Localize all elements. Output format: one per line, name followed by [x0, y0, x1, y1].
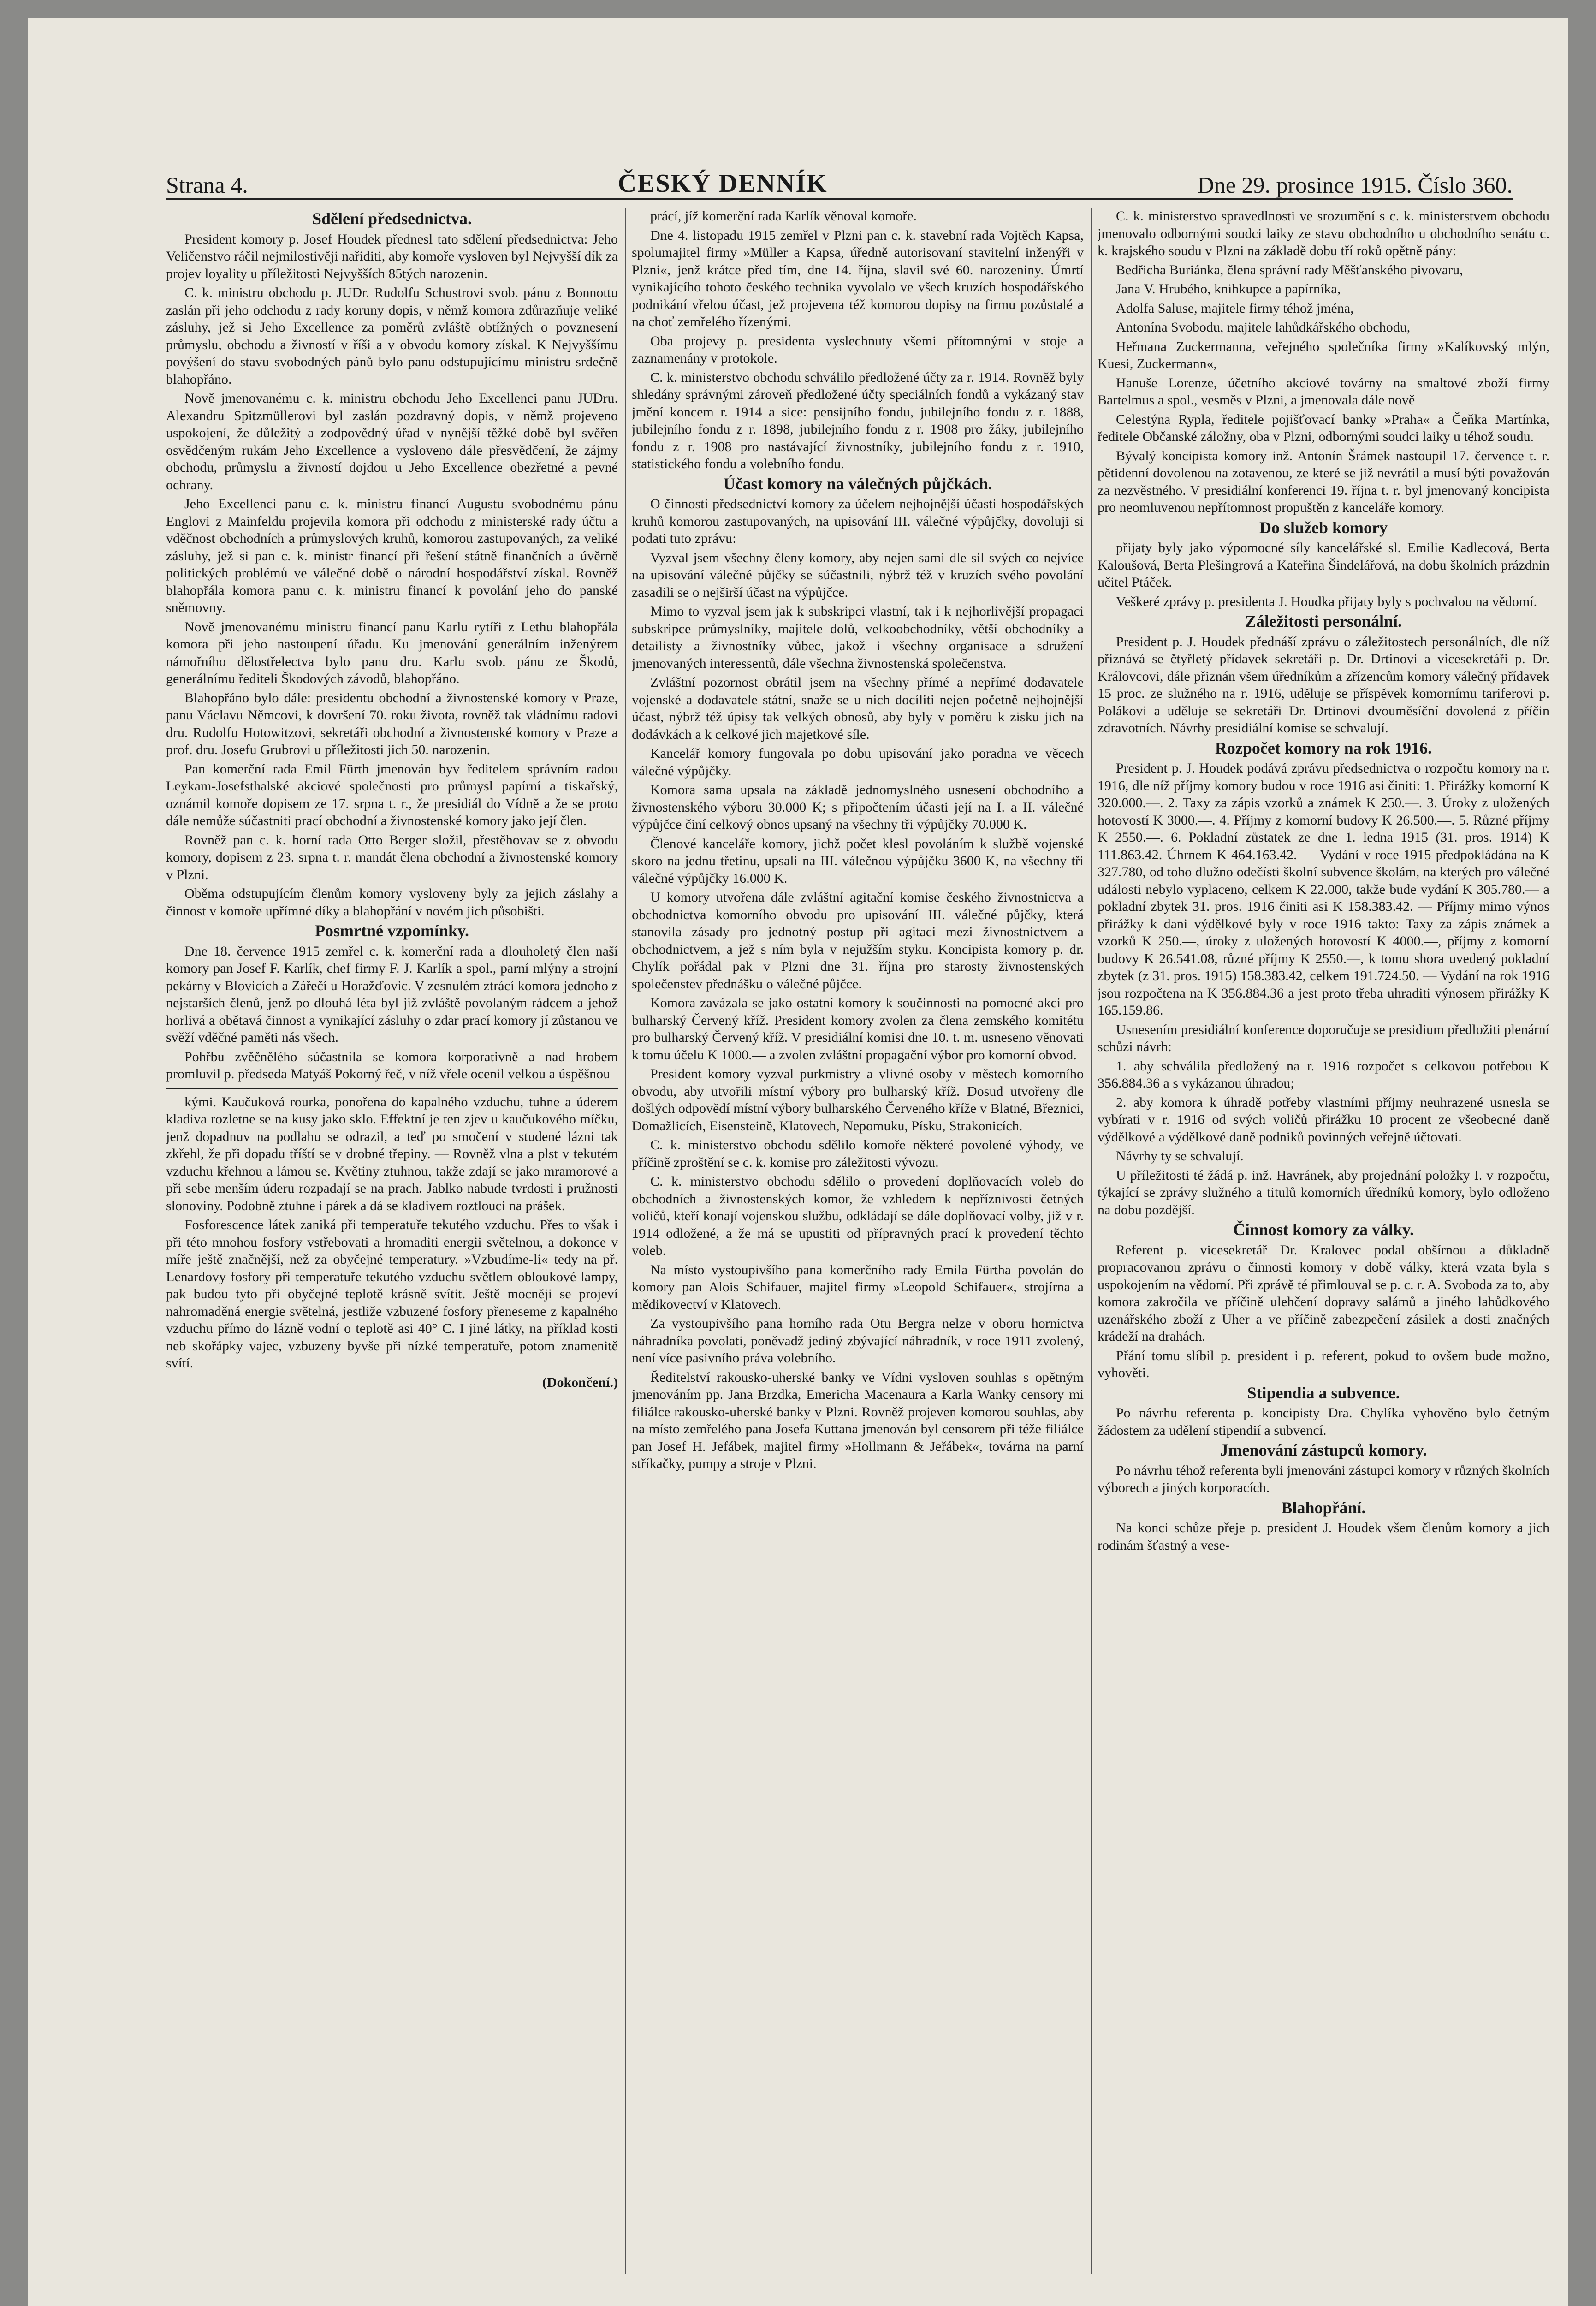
paragraph: Návrhy ty se schvalují. — [1116, 1148, 1244, 1164]
paragraph: Referent p. vicesekretář Dr. Kralovec podal obšírnou a důkladně propracovanou zprávu o činnosti komory v době války, která vzata byla s uspokojením na vědomí. Při zprávě té přimlouval se p. c. r. A. Svoboda za to, aby komora zakročila ve příčině ulehčení dopravy salámů a jiného lahůdkového uzenářského zboží z Uher a ve příčině zabezpečení zásilek a dosti značných krádeží na drahách. — [1098, 1242, 1549, 1344]
page-header — [166, 157, 1513, 200]
section-heading: Činnost komory za války. — [1233, 1220, 1414, 1239]
column-divider — [625, 208, 626, 2274]
paragraph: Nově jmenovanému ministru financí panu Karlu rytíři z Lethu blahopřála komora při jeho nastoupení úřadu. Ku jmenování generálním inženýrem námořního dělostřelectva bylo panu dru. Karlu svob. pánu ze Škodů, generálnímu řediteli Škodových závodů, blahopřáno. — [166, 619, 618, 686]
paragraph: Komora sama upsala na základě jednomyslného usnesení obchodního a živnostenského výboru 30.000 K; s připočtením účasti její na I. a II. válečné výpůjčce činí celkový obnos upsaný na všechny tři výpůjčky 70.000 K. — [632, 782, 1084, 832]
newspaper-title: ČESKÝ DENNÍK — [617, 169, 828, 198]
paragraph: Celestýna Rypla, ředitele pojišťovací banky »Praha« a Čeňka Martínka, ředitele Občanské záložny, oba v Plzni, odbornými soudci laiky u téhož soudu. — [1098, 411, 1549, 444]
paragraph: Zvláštní pozornost obrátil jsem na všechny přímé a nepřímé dodavatele vojenské a dodavatele státní, snaže se u nich docíliti nejen početně nejhojnější účast, nýbrž též úpisy tak velkých obnosů, aby byly v poměru k zisku jich na dodávkách a k celkové jich majetkové síle. — [632, 675, 1084, 742]
paragraph: Za vystoupivšího pana horního rada Otu Bergra nelze v oboru hornictva náhradníka povolati, poněvadž jediný zbývající náhradník, v roce 1911 zvolený, není více pasivního práva volebního. — [632, 1316, 1084, 1366]
paragraph: Veškeré zprávy p. presidenta J. Houdka přijaty byly s pochvalou na vědomí. — [1116, 594, 1537, 609]
column-2 — [632, 208, 1084, 2274]
section-heading: Sdělení předsednictva. — [312, 209, 472, 228]
paragraph: C. k. ministerstvo obchodu sdělilo komoře některé povolené výhody, ve příčině zproštění se c. k. komise pro záležitosti vývozu. — [632, 1137, 1084, 1170]
paragraph: Vyzval jsem všechny členy komory, aby nejen sami dle sil svých co nejvíce na upisování válečné půjčky se súčastnili, nýbrž též v kruzích svého povolání zasadili se o nejširší účast na výpůjčce. — [632, 550, 1084, 600]
continuation-note: (Dokončení.) — [542, 1374, 618, 1390]
column-divider — [1091, 208, 1092, 2274]
paragraph: Bedřicha Buriánka, člena správní rady Měšťanského pivovaru, — [1116, 262, 1463, 278]
paragraph: Antonína Svobodu, majitele lahůdkářského obchodu, — [1116, 320, 1411, 335]
paragraph: 2. aby komora k úhradě potřeby vlastními příjmy neuhrazené usnesla se vybírati v r. 1916 od svých voličů přirážku 10 procent ze všeobecné daně výdělkové a výdělkové daně podniků povinných veřejně účtovati. — [1098, 1094, 1549, 1145]
paragraph: Dne 4. listopadu 1915 zemřel v Plzni pan c. k. stavební rada Vojtěch Kapsa, spolumajitel firmy »Müller a Kapsa, úředně autorisovaní stavitelní inženýři v Plzni«, jenž krátce před tím, dne 14. října, slavil své 60. narozeniny. Úmrtí vynikajícího tohoto českého technika vyvolalo ve všech kruzích hospodářského podnikání vřelou účast, jež projevena též komorou dopisy na firmu pozůstalé a na choť zemřelého řízenými. — [632, 227, 1084, 329]
paragraph: O činnosti předsednictví komory za účelem nejhojnější účasti hospodářských kruhů komorou zastupovaných, na upisování III. válečné výpůjčky, dovoluji si podati tuto zprávu: — [632, 496, 1084, 546]
paragraph: Po návrhu referenta p. koncipisty Dra. Chylíka vyhověno bylo četným žádostem za udělení stipendií a subvencí. — [1098, 1405, 1549, 1438]
section-heading: Stipendia a subvence. — [1247, 1383, 1400, 1402]
section-heading: Rozpočet komory na rok 1916. — [1215, 738, 1432, 757]
paragraph: C. k. ministru obchodu p. JUDr. Rudolfu Schustrovi svob. pánu z Bonnottu zaslán při jeho odchodu z rady koruny dopis, v němž komora zdůrazňuje veliké zásluhy, jež si Jeho Excellence za poměrů zvláště obtížných o povznesení průmyslu, obchodu a živností v říši a v obvodu komory získal. K Nejvyššímu povýšení do stavu svobodných pánů bylo panu odstupujícímu ministru srdečně blahopřáno. — [166, 285, 618, 387]
section-heading: Záležitosti personální. — [1245, 612, 1402, 630]
paragraph: U příležitosti té žádá p. inž. Havránek, aby projednání položky I. v rozpočtu, týkající se zprávy služného a titulů komorních úředníků komory, bylo odloženo na dobu pozdější. — [1098, 1167, 1549, 1218]
section-heading: Blahopřání. — [1281, 1498, 1366, 1517]
paragraph: Ředitelství rakousko-uherské banky ve Vídni vysloven souhlas s opětným jmenováním pp. Jana Brzdka, Emericha Macenaura a Karla Wanky censory mi filiálce rakousko-uherské banky v Plzni. Rovněž projeven komorou souhlas, aby na místo zemřelého pana Josefa Kuttana jmenován byl censorem při téže filiálce pan Josef H. Jefábek, majitel firmy »Hollmann & Jeřábek«, továrna na parní stříkačky, pumpy a stroje v Plzni. — [632, 1369, 1084, 1471]
paragraph: Adolfa Saluse, majitele firmy téhož jména, — [1116, 300, 1354, 316]
section-heading: Do služeb komory — [1259, 518, 1388, 537]
section-heading: Účast komory na válečných půjčkách. — [723, 474, 992, 493]
paragraph: kými. Kaučuková rourka, ponořena do kapalného vzduchu, tuhne a úderem kladiva rozletne se na kusy jako sklo. Effektní je ten zjev u kaučukového míčku, jenž dopadnuv na podlahu se odrazil, a teď po smočení v studené lázni tak zkřehl, že při dopadu tříští se v drobné třepiny. — Rovněž vlna a plst v tekutém vzduchu křehnou a lámou se. Květiny ztuhnou, takže zdají se jako mramorové a při sebe menším úderu rozpadají se na prach. Jablko nabude tvrdosti i pružnosti slonoviny. Podobně ztuhne i párek a dá se kladivem roztlouci na prášek. — [166, 1094, 618, 1213]
feuilleton-divider — [166, 1088, 618, 1089]
section-heading: Jmenování zástupců komory. — [1220, 1441, 1427, 1459]
paragraph: Hanuše Lorenze, účetního akciové továrny na smaltové zboží firmy Bartelmus a spol., vesměs v Plzni, a jmenovala dále nově — [1098, 375, 1549, 408]
issue-date: Dne 29. prosince 1915. Číslo 360. — [1197, 172, 1513, 198]
paragraph: Rovněž pan c. k. horní rada Otto Berger složil, přestěhovav se z obvodu komory, dopisem z 23. srpna t. r. mandát člena obchodní a živnostenské komory v Plzni. — [166, 832, 618, 882]
paragraph: prácí, jíž komerční rada Karlík věnoval komoře. — [650, 208, 917, 224]
paragraph: Nově jmenovanému c. k. ministru obchodu Jeho Excellenci panu JUDru. Alexandru Spitzmüllerovi byl zaslán pozdravný dopis, v němž projeveno uspokojení, že důležitý a zodpovědný úřad v nynější těžké době byl svěřen osvědčeným rukám Jeho Excellence a vysloveno dále přesvědčení, že zájmy obchodu, průmyslu a živností dojdou u Jeho Excellence obezřetné a pevné ochrany. — [166, 391, 618, 493]
paragraph: Usnesením presidiální konference doporučuje se presidium předložiti plenární schůzi návrh: — [1098, 1022, 1549, 1054]
paragraph: Pan komerční rada Emil Fürth jmenován byv ředitelem správním radou Leykam-Josefsthalské akciové společnosti pro průmysl papírní a tiskařský, oznámil komoře dopisem ze 17. srpna t. r., že presidiál do Vídně a že se proto dále nemůže súčastniti prací obchodní a živnostenské komory jako její člen. — [166, 761, 618, 828]
paragraph: Bývalý koncipista komory inž. Antonín Šrámek nastoupil 17. července t. r. pětidenní dovolenou na zotavenou, ze které se již nevrátil a musí býti považován za nezvěstného. V presidiální konferenci 19. října t. r. byl jmenovaný koncipista pro neomluvenou nepřítomnost propuštěn z kanceláře komory. — [1098, 448, 1549, 515]
paragraph: U komory utvořena dále zvláštní agitační komise českého živnostnictva a obchodnictva komorního obvodu pro upisování III. válečné půjčky, která stanovila zásady pro jednotný postup při agitaci mezi živnostnictvem a obchodnictvem, a jež s ním byla v nejužším styku. Koncipista komory p. dr. Chylík pořádal pak v Plzni dne 31. října pro starosty živnostenských společenstev přednášku o válečné půjčce. — [632, 890, 1084, 992]
paragraph: Dne 18. července 1915 zemřel c. k. komerční rada a dlouholetý člen naší komory pan Josef F. Karlík, chef firmy F. J. Karlík a spol., parní mlýny a strojní pekárny v Blovicích a Zářečí u Horažďovic. V zesnulém ztrácí komora jednoho z nejstarších členů, jenž po dlouhá léta byl již zvláště povolaným rádcem a jehož horlivá a obětavá činnost a vynikající zásluhy o zdar prací komory jí zůstanou ve svěží vděčné paměti nás všech. — [166, 943, 618, 1045]
paragraph: Přání tomu slíbil p. president i p. referent, pokud to ovšem bude možno, vyhověti. — [1098, 1348, 1549, 1380]
paragraph: President p. J. Houdek přednáší zprávu o záležitostech personálních, dle níž přiznává se čtyřletý přídavek sekretáři p. Dr. Drtinovi a vicesekretáři p. Dr. Královcovi, dále přiznán všem úředníkům a zřízencům komory válečný přídavek 15 proc. ze služného na r. 1916, uděluje se příspěvek komornímu tariferovi p. Polákovi a uděluje se sekretáři Dr. Drtinovi dvouměsíční dovolená z příčin zdravotních. Návrhy presidiální komise se schvalují. — [1098, 634, 1549, 736]
paragraph: 1. aby schválila předložený na r. 1916 rozpočet s celkovou potřebou K 356.884.36 a s vykázanou úhradou; — [1098, 1058, 1549, 1091]
page-number: Strana 4. — [166, 172, 248, 198]
paragraph: President komory vyzval purkmistry a vlivné osoby v městech komorního obvodu, aby utvořili místní výbory pro bulharský kříž. Dosud utvořeny dle došlých odpovědí místní výbory bulharského Červeného kříže v Blatné, Březnici, Domažlicích, Eisensteině, Klatovech, Nepomuku, Písku, Strakonicích. — [632, 1066, 1084, 1134]
section-heading: Posmrtné vzpomínky. — [314, 921, 469, 940]
paragraph: C. k. ministerstvo spravedlnosti ve srozumění s c. k. ministerstvem obchodu jmenovalo odbornými soudci laiky ze stavu obchodního u obchodního senátu c. k. krajského soudu v Plzni na základě dobu tří roků opětně pány: — [1098, 208, 1549, 258]
paragraph: Po návrhu téhož referenta byli jmenováni zástupci komory v různých školních výborech a jiných korporacích. — [1098, 1462, 1549, 1495]
paragraph: Mimo to vyzval jsem jak k subskripci vlastní, tak i k nejhorlivější propagaci subskripce průmyslníky, majitele dolů, velkoobchodníky, větší obchodníky a detailisty a živnostníky vůbec, jakož i všechny organisace a sdružení jmenovaných interessentů, dále všechna živnostenská společenstva. — [632, 604, 1084, 671]
paragraph: Oba projevy p. presidenta vyslechnuty všemi přítomnými v stoje a zaznamenány v protokole. — [632, 333, 1084, 366]
column-1 — [166, 208, 618, 2274]
paragraph: Komora zavázala se jako ostatní komory k součinnosti na pomocné akci pro bulharský Červený kříž. President komory zvolen za člena zemského komitétu pro bulharský Červený kříž. V presidiální komisi dne 10. t. m. usneseno věnovati k tomu účelu K 1000.— a zvolen zvláštní propagační výbor pro komorní obvod. — [632, 995, 1084, 1063]
paragraph: Na konci schůze přeje p. president J. Houdek všem členům komory a jich rodinám šťastný a vese- — [1098, 1520, 1549, 1553]
paragraph: Heřmana Zuckermanna, veřejného společníka firmy »Kalíkovský mlýn, Kuesi, Zuckermann«, — [1098, 339, 1549, 371]
paragraph: Jeho Excellenci panu c. k. ministru financí Augustu svobodnému pánu Englovi z Mainfeldu projevila komora při odchodu z ministerské rady účtu a vděčnost obchodních a průmyslových kruhů, komorou zastupovaných, za veliké zásluhy, jež si pan c. k. ministr financí při řešení státně finančních a úvěrně politických problémů ve válečné době o národní hospodářství získal. Rovněž blahopřála komora panu c. k. ministru financí k povolání jeho do panské sněmovny. — [166, 496, 618, 615]
paragraph: Kancelář komory fungovala po dobu upisování jako poradna ve věcech válečné výpůjčky. — [632, 746, 1084, 779]
paragraph: přijaty byly jako výpomocné síly kancelářské sl. Emilie Kadlecová, Berta Kaloušová, Berta Plešingrová a Kateřina Šindelářová, na dobu školních prázdnin učitel Ptáček. — [1098, 540, 1549, 590]
paragraph: Pohřbu zvěčnělého súčastnila se komora korporativně a nad hrobem promluvil p. předseda Matyáš Pokorný řeč, v níž vřele ocenil velkou a úspěšnou — [166, 1049, 618, 1082]
paragraph: C. k. ministerstvo obchodu schválilo předložené účty za r. 1914. Rovněž byly shledány správnými zároveň předložené účty speciálních fondů a vykázaný stav jmění koncem r. 1914 a sice: pensijního fondu, jubilejního fondu z r. 1888, jubilejního fondu z r. 1898, jubilejního fondu z r. 1908 pro žáky, jubilejního fondu z r. 1908 pro nastávající živnostníky, jubilejního fondu z r. 1910, statistického fondu a volebního fondu. — [632, 369, 1084, 471]
paragraph: President komory p. Josef Houdek přednesl tato sdělení předsednictva: Jeho Veličenstvo ráčil nejmilostivěji nařiditi, aby komoře vysloven byl Nejvyšší dík za projev loyality u příležitosti Nejvyšších 85tých narozenin. — [166, 231, 618, 281]
paragraph: Fosforescence látek zaniká při temperatuře tekutého vzduchu. Přes to však i při této mnohou fosfory vstřebovati a hromaditi energii světelnou, a dokonce v míře ještě značnější, než za obyčejné temperatury. »Vzbudíme-li« tedy na př. Lenardovy fosfory při temperatuře tekutého vzduchu světlem obloukové lampy, pak budou tyto při obyčejné teplotě krásně svítit. Ještě mocněji se projeví nahromaděná energie světelná, jestliže vzbuzené fosfory přeneseme z kapalného vzduchu přímo do lázně vodní o teplotě asi 40° C. I jiné látky, na příklad kosti neb skořápky vajec, vzbuzeny byvše při nízké temperatuře, potom znamenitě svítí. — [166, 1217, 618, 1371]
paragraph: Jana V. Hrubého, knihkupce a papírníka, — [1116, 281, 1341, 297]
paragraph: C. k. ministerstvo obchodu sdělilo o provedení doplňovacích voleb do obchodních a živnostenských komor, že vzhledem k nepříznivosti četných voličů, kteří konají vojenskou službu, odkládají se dále doplňovací volby, již v r. 1914 odložené, a že má se upustiti od přípravných prací k provedení těchto voleb. — [632, 1174, 1084, 1258]
paragraph: President p. J. Houdek podává zprávu předsednictva o rozpočtu komory na r. 1916, dle níž příjmy komory budou v roce 1916 asi činiti: 1. Přirážky komorní K 320.000.—. 2. Taxy za zápis vzorků a známek K 250.—. 3. Úroky z uložených hotovostí K 3000.—. 4. Příjmy z komorní budovy K 26.500.—. 5. Různé příjmy K 2550.—. 6. Pokladní zůstatek ze dne 1. ledna 1915 (31. pros. 1914) K 111.863.42. Úhrnem K 464.163.42. — Vydání v roce 1915 předpokládána na K 327.780, od toho dlužno odečísti školní subvence školám, na kterých pro válečné události nebylo vyplaceno, celkem K 22.000, takže bude vydání K 305.780.— a pokladní zbytek 31. pros. 1916 činiti asi K 158.383.42. — Příjmy mimo výnos přirážky k dani výdělkové byly v roce 1916 takto: Taxy za zápis známek a vzorků K 250.—, úroky z uložených hotovostí K 4000.—, příjmy z komorní budovy K 26.541.08, různé příjmy K 2550.—, k tomu shora uvedený pokladní zbytek (z 31. pros. 1915) 158.383.42, celkem 191.724.50. — Vydání na rok 1916 jsou rozpočtena na K 356.884.36 a jest proto třeba uhraditi výnosem přirážky K 165.159.86. — [1098, 761, 1549, 1018]
paragraph: Blahopřáno bylo dále: presidentu obchodní a živnostenské komory v Praze, panu Václavu Němcovi, k dovršení 70. roku života, rovněž tak vládnímu radovi dru. Rudolfu Hotowitzovi, sekretáři obchodní a živnostenské komory v Praze a prof. dru. Josefu Grubrovi u příležitosti jich 50. narozenin. — [166, 690, 618, 757]
paragraph: Oběma odstupujícím členům komory vysloveny byly za jejich záslahy a činnost v komoře upřímné díky a blahopřání v novém jich působišti. — [166, 886, 618, 919]
paragraph: Na místo vystoupivšího pana komerčního rady Emila Fürtha povolán do komory pan Alois Schifauer, majitel firmy »Leopold Schifauer«, strojírna a mědikovectví v Klatovech. — [632, 1262, 1084, 1312]
paragraph: Členové kanceláře komory, jichž počet klesl povoláním k službě vojenské skoro na jednu třetinu, upsali na III. válečnou výpůjčku 3600 K, na všechny tři válečné výpůjčky 16.000 K. — [632, 836, 1084, 886]
newspaper-page — [28, 18, 1568, 2306]
column-3 — [1098, 208, 1549, 2274]
